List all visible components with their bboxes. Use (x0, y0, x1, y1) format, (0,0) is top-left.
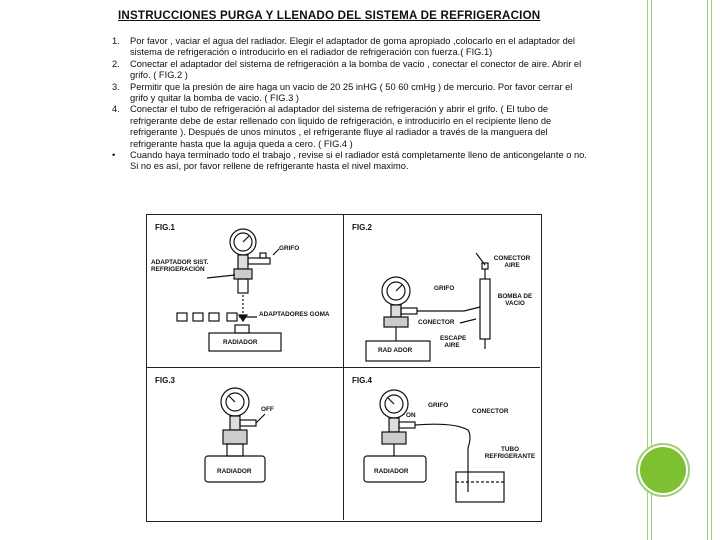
rubber-adapter (227, 313, 237, 321)
rubber-adapter (209, 313, 219, 321)
vacuum-pump (480, 279, 490, 339)
step-text: Conectar el adaptador del sistema de refrigeración a la bomba de vacio , conectar el conector de aire. Abrir el grifo. ( FIG.2 ) (130, 58, 582, 81)
figure-4 (344, 368, 540, 520)
label-escape-aire: ESCAPE AIRE (440, 335, 467, 349)
label-off: OFF (261, 406, 274, 413)
figure-2 (344, 215, 540, 368)
step-number: 1. (112, 36, 120, 46)
step-2 (112, 59, 592, 82)
rubber-adapter (177, 313, 187, 321)
label-adaptadores-goma: ADAPTADORES GOMA (259, 311, 330, 318)
valve-pipe (248, 258, 270, 264)
label-tubo-refrigerante: TUBO REFRIGERANTE (484, 446, 536, 460)
step-bullet: • (112, 150, 116, 161)
label-bomba-vacio: BOMBA DE VACIO (497, 293, 533, 307)
figure-title: FIG.3 (155, 376, 176, 385)
label-radiador: RADIADOR (217, 468, 252, 475)
label-on: ON (406, 412, 416, 419)
label-grifo: GRIFO (434, 285, 455, 292)
gauge-stem (238, 255, 248, 269)
figure-3-drawing (147, 368, 343, 520)
label-radiador: RADIADOR (374, 468, 409, 475)
figure-3 (147, 368, 344, 520)
figure-1 (147, 215, 344, 368)
step-number: 4. (112, 104, 120, 115)
label-grifo: GRIFO (428, 402, 449, 409)
step-note (112, 150, 592, 173)
green-circle-decoration (640, 447, 686, 493)
adapter-neck (238, 279, 248, 293)
document-title: INSTRUCCIONES PURGA Y LLENADO DEL SISTEMA DE REFRIGERACION (118, 9, 541, 22)
figure-title: FIG.4 (352, 376, 373, 385)
border-line-4 (711, 0, 712, 540)
step-text: Conectar el tubo de refrigeración al adaptador del sistema de refrigeración y abrir el grifo. ( El tubo de refrigerante debe de estar rellenado con liquido de refrigeración, e introducirlo en el recipiente lleno de refrigerante ). Después de unos minutos , el refrigerante fluye al radiador a través de la manguera del refrigerante hasta que la aguja queda a cero. ( FIG.4 ) (130, 104, 552, 149)
label-conector-aire: CONECTOR AIRE (493, 255, 531, 269)
label-radiador: RAD ADOR (378, 347, 413, 354)
step-number: 3. (112, 81, 120, 92)
instructions-document (110, 0, 600, 540)
figure-title: FIG.2 (352, 223, 373, 232)
step-1 (112, 36, 592, 59)
label-radiador: RADIADOR (223, 339, 258, 346)
figures-grid (146, 214, 542, 522)
step-text: Permitir que la presión de aire haga un vacio de 20 25 inHG ( 50 60 cmHg ) de mercurio. Por favor cerrar el grifo y quitar la bomba de vacio. ( FIG.3 ) (130, 81, 573, 104)
step-text: Por favor , vaciar el agua del radiador. Elegir el adaptador de goma apropiado ,colocarlo en el adaptador del sistema de refrigeración o introducirlo en el radiador de refrigeración con fuerza.( FIG.1) (130, 36, 575, 58)
border-line-3 (707, 0, 708, 540)
label-grifo: GRIFO (279, 245, 300, 252)
label-conector: CONECTOR (472, 408, 509, 415)
label-adaptador: ADAPTADOR SIST. REFRIGERACIÓN (151, 259, 209, 273)
steps-list (112, 36, 592, 173)
rubber-adapter (193, 313, 203, 321)
step-3 (112, 82, 592, 105)
adapter-body (234, 269, 252, 279)
figure-4-drawing (344, 368, 540, 520)
step-number: 2. (112, 58, 120, 69)
label-conector: CONECTOR (418, 319, 455, 326)
step-4 (112, 104, 592, 150)
valve-knob (260, 253, 266, 258)
figure-title: FIG.1 (155, 223, 176, 232)
coolant-container (456, 472, 504, 502)
step-text: Cuando haya terminado todo el trabajo , revise si el radiador está completamente lleno de anticongelante o no. Si no es así, por favor rellene de refrigerante hasta el nivel maximo. (130, 150, 587, 172)
